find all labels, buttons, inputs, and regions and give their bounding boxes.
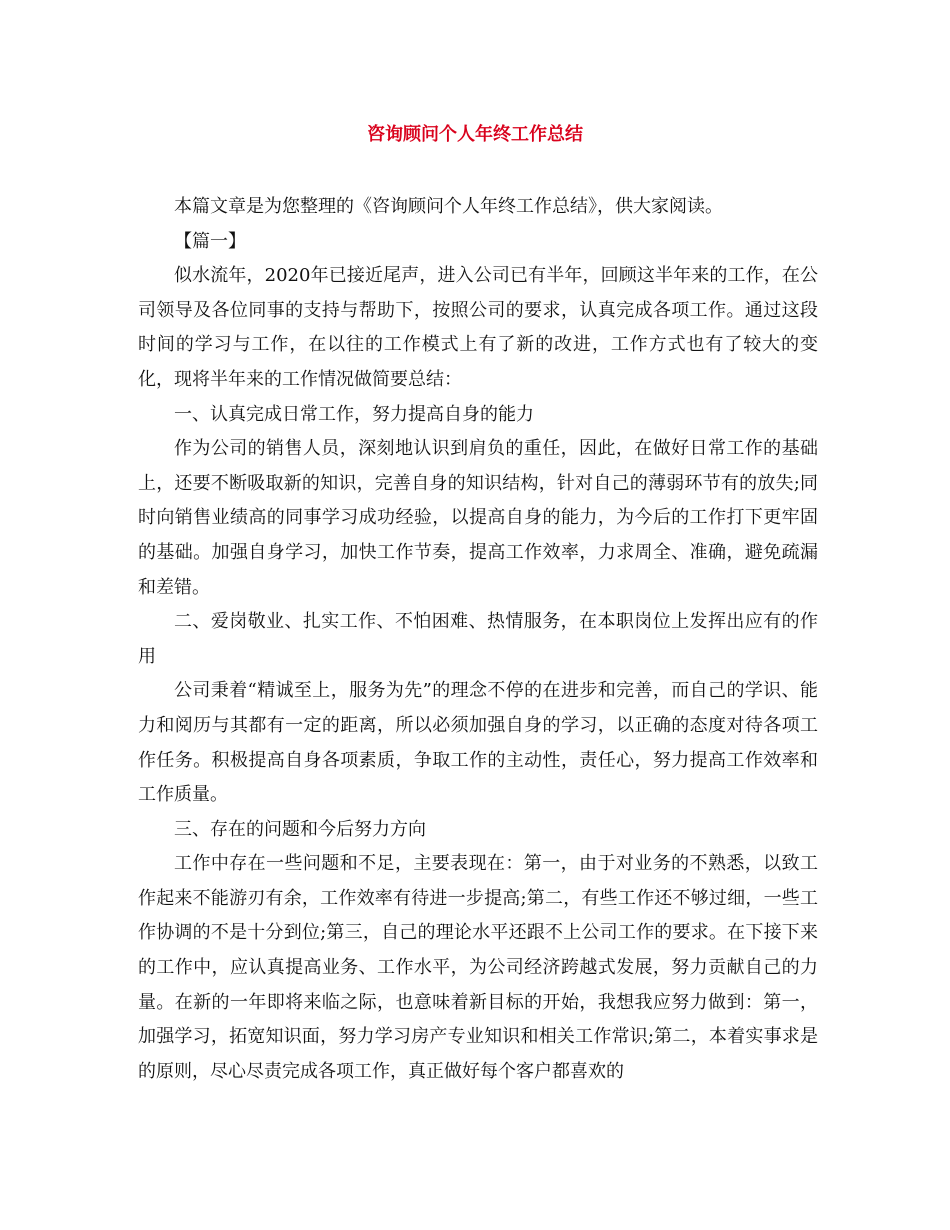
heading-one: 一、认真完成日常工作，努力提高自身的能力 xyxy=(174,403,534,425)
paragraph-two: 公司秉着“精诚至上，服务为先”的理念不停的在进步和完善，而自己的学识、能力和阅历与其都有一定的距离，所以必须加强自身的学习，以正确的态度对待各项工作任务。积极提高自身各项素质，争取工作的主动性，责任心，努力提高工作效率和工作质量。 xyxy=(138,680,818,806)
section-label: 【篇一】 xyxy=(174,230,246,252)
heading-two: 二、爱岗敬业、扎实工作、不怕困难、热情服务，在本职岗位上发挥出应有的作用 xyxy=(138,611,818,667)
document-title: 咨询顾问个人年终工作总结 xyxy=(367,124,583,145)
intro-paragraph: 本篇文章是为您整理的《咨询顾问个人年终工作总结》，供大家阅读。 xyxy=(174,196,723,217)
paragraph-one: 作为公司的销售人员，深刻地认识到肩负的重任，因此，在做好日常工作的基础上，还要不断吸取新的知识，完善自身的知识结构，针对自己的薄弱环节有的放失;同时向销售业绩高的同事学习成功经验，以提高自身的能力，为今后的工作打下更牢固的基础。加强自身学习，加快工作节奏，提高工作效率，力求周全、准确，避免疏漏和差错。 xyxy=(138,438,818,598)
heading-three: 三、存在的问题和今后努力方向 xyxy=(174,818,426,840)
opening-paragraph: 似水流年，2020年已接近尾声，进入公司已有半年，回顾这半年来的工作，在公司领导及各位同事的支持与帮助下，按照公司的要求，认真完成各项工作。通过这段时间的学习与工作，在以往的工作模式上有了新的改进，工作方式也有了较大的变化，现将半年来的工作情况做简要总结： xyxy=(138,265,818,390)
paragraph-three: 工作中存在一些问题和不足，主要表现在：第一，由于对业务的不熟悉，以致工作起来不能游刃有余，工作效率有待进一步提高;第二，有些工作还不够过细，一些工作协调的不是十分到位;第三，自己的理论水平还跟不上公司工作的要求。在下接下来的工作中，应认真提高业务、工作水平，为公司经济跨越式发展，努力贡献自己的力量。在新的一年即将来临之际，也意味着新目标的开始，我想我应努力做到：第一，加强学习，拓宽知识面，努力学习房产专业知识和相关工作常识;第二，本着实事求是的原则，尽心尽责完成各项工作，真正做好每个客户都喜欢的 xyxy=(138,853,818,1082)
document-body xyxy=(138,190,818,1089)
